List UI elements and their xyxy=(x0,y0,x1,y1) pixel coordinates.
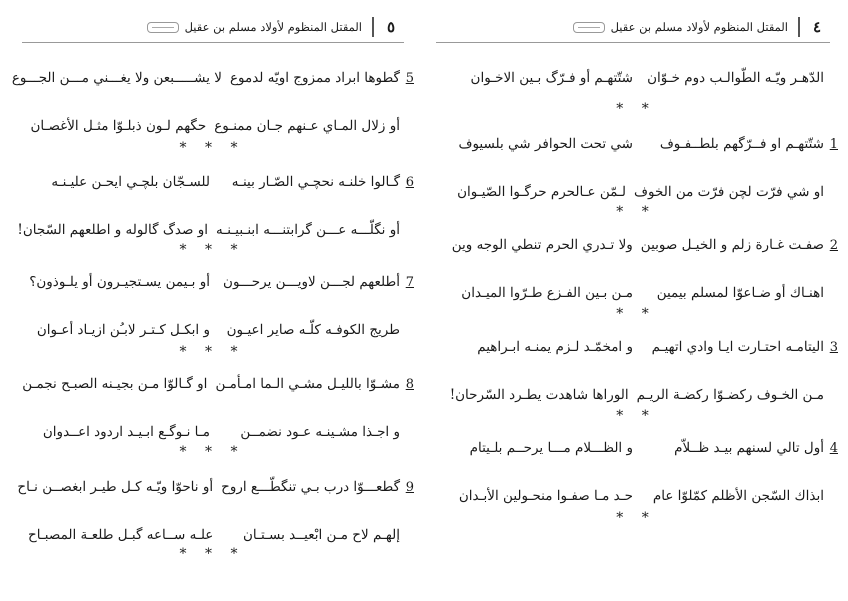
verse-line xyxy=(28,420,414,444)
hemistich-left: الوراها شاهدت يطـرد السّرحان! xyxy=(449,387,629,403)
stanza-separator: * * * xyxy=(179,140,245,156)
verse-line xyxy=(28,170,414,194)
hemistich-right: اهنـاك أو ضـاعوّا لمسلم بيمين xyxy=(656,285,824,301)
stanza xyxy=(28,270,414,342)
stanza-separator: * * xyxy=(616,510,656,526)
hemistich-left: و ابكـل كـتـر لابـُن ازيـاد أعـوان xyxy=(36,322,210,338)
honorific-seal-icon xyxy=(147,22,179,33)
stanza-separator: * * * xyxy=(179,444,245,460)
opening-verse xyxy=(450,66,838,90)
hemistich-right: مـن الخـوف ركضـوّا ركضـة الريـم xyxy=(636,387,824,403)
verse-line xyxy=(11,66,414,90)
verse-line xyxy=(450,180,838,204)
hemistich-right: مشـوّا بالليـل مشـي الـما امـأمـن xyxy=(215,376,400,392)
page-header xyxy=(436,14,830,40)
running-title: المقتل المنظوم لأولاد مسلم بن عقيل xyxy=(610,20,788,34)
stanza xyxy=(450,335,838,407)
stanza-number: 9 xyxy=(405,479,414,495)
stanza-number: 1 xyxy=(829,136,838,152)
stanza xyxy=(11,66,414,138)
hemistich-left: لـمّن عـالحرم حرگـوا الصّيـوان xyxy=(457,184,627,200)
hemistich-right: صفـت غـارة زلم و الخيـل صوبين xyxy=(640,237,824,253)
hemistich-left: مـا نـوگـع ابـيـد اردود اعــدوان xyxy=(42,424,210,440)
stanza xyxy=(17,475,414,547)
stanza-number: 7 xyxy=(405,274,414,290)
hemistich-right: أول تالي لسنهم بيـد ظــلاّم xyxy=(674,440,824,456)
hemistich-right: أطلعهم لجـــن لاويـــن يرحـــون xyxy=(223,274,400,290)
hemistich-left: شتّتهـم أو فـرّگ بـين الاخـوان xyxy=(470,70,633,86)
hemistich-left: شي تحت الحوافر شي بلسيوف xyxy=(458,136,633,152)
hemistich-right: أو زلال المـاي عـنهم جـان ممنـوع xyxy=(214,118,400,134)
stanza-separator: * * xyxy=(616,306,656,322)
header-rule xyxy=(22,42,404,43)
hemistich-left: أو بـيمن يسـتجيـرون أو يلـوذون؟ xyxy=(29,274,210,290)
header-divider xyxy=(798,17,800,37)
page-header xyxy=(22,14,404,40)
hemistich-left: و الظـــلام مـــا يرحــم بلـيتام xyxy=(469,440,633,456)
hemistich-left: علـه ســاعه گبـل طلعـة المصبـاح xyxy=(28,527,214,543)
verse-line xyxy=(450,233,838,257)
verse-line xyxy=(17,218,414,242)
stanza xyxy=(22,372,414,444)
stanza-number: 4 xyxy=(829,440,838,456)
hemistich-left: او گـالوّا مـن بجيـنه الصبـح نجمـن xyxy=(22,376,208,392)
stanza-number: 3 xyxy=(829,339,838,355)
verse-line xyxy=(22,372,414,396)
hemistich-right: أو نگلّـــه عـــن گرابتنـــه ابنـبيـنـه xyxy=(216,222,400,238)
hemistich-right: شتّتهـم او فــرّگهم بلطــفـوف xyxy=(659,136,824,152)
stanza-separator: * * xyxy=(616,101,656,117)
verse-line xyxy=(28,523,414,547)
hemistich-left: أو ناحوّا ويّـه كـل طيـر ابغصــن نـاح xyxy=(17,479,214,495)
hemistich-left: و امخمّـد لـزم يمنـه ابـراهيم xyxy=(477,339,633,355)
page-number: ٤ xyxy=(812,18,822,36)
verse-line xyxy=(450,281,838,305)
stanza-separator: * * * xyxy=(179,344,245,360)
header-divider xyxy=(372,17,374,37)
page-number: ٥ xyxy=(386,18,396,36)
stanza-separator: * * xyxy=(616,408,656,424)
stanza-separator: * * * xyxy=(179,546,245,562)
stanza xyxy=(450,436,838,508)
stanza-separator: * * * xyxy=(179,242,245,258)
verse-line xyxy=(450,335,838,359)
verse-line xyxy=(450,484,838,508)
hemistich-right: إلهـم لاح مـن ابْعيــد بسـتـان xyxy=(243,527,400,543)
hemistich-right: گـالوا خلنـه نحچـي الصّـار بينـه xyxy=(231,174,400,190)
stanza-number: 8 xyxy=(405,376,414,392)
hemistich-right: و اجـذا مشـينـه عـود نضمــن xyxy=(240,424,400,440)
right-page xyxy=(424,0,848,601)
hemistich-left: ولا تـدري الحرم تنطي الوجه وين xyxy=(451,237,633,253)
hemistich-right: ابذاك السّجن الأظلم كمّلوّا عام xyxy=(652,488,824,504)
stanza-number: 6 xyxy=(405,174,414,190)
header-rule xyxy=(436,42,830,43)
verse-line xyxy=(450,436,838,460)
verse-line xyxy=(450,132,838,156)
hemistich-right: او شي فرّت لچن فرّت من الخوف xyxy=(634,184,824,200)
stanza-separator: * * xyxy=(616,204,656,220)
honorific-seal-icon xyxy=(573,22,605,33)
hemistich-left: للسـجّان بلچـي ايحـن عليـنـه xyxy=(51,174,210,190)
stanza xyxy=(450,233,838,305)
hemistich-left: حگهم لـون ذبلـوّا مثـل الأغصـان xyxy=(30,118,207,134)
hemistich-right: ﮔﻄﻮﻫﺎ اﺑﺮاد ﻣﻤﺰوج اوﻳّﻪ ﻟﺪﻣﻮع xyxy=(229,70,400,86)
hemistich-left: او صدگ گالوله و اطلعهم السّجان! xyxy=(17,222,209,238)
stanza xyxy=(17,170,414,242)
verse-line xyxy=(28,318,414,342)
stanza xyxy=(450,132,838,204)
hemistich-right: طريج الكوفـه كلّـه صاير اعيـون xyxy=(226,322,400,338)
stanza-number: 2 xyxy=(829,237,838,253)
verse-line xyxy=(450,383,838,407)
hemistich-right: الدّهـر ويّـه الطّوالـب دوم خـوّان xyxy=(647,70,824,86)
verse-line xyxy=(450,66,838,90)
running-title: المقتل المنظوم لأولاد مسلم بن عقيل xyxy=(184,20,362,34)
hemistich-right: گطعـــوّا درب بـي تنگطّـــع اروح xyxy=(221,479,400,495)
verse-line xyxy=(17,475,414,499)
hemistich-left: لا يشـــــبعن ولا يغـــني مـــن الجـــوع xyxy=(11,70,222,86)
hemistich-left: حـد مـا صفـوا منحـولين الأبـدان xyxy=(458,488,633,504)
verse-line xyxy=(28,270,414,294)
hemistich-left: مـن بـين الفـزع طـرّوا الميـدان xyxy=(461,285,633,301)
hemistich-right: اليتامـه احتـارت ايـا وادي اتهيـم xyxy=(651,339,824,355)
stanza-number: 5 xyxy=(405,70,414,86)
verse-line xyxy=(28,114,414,138)
